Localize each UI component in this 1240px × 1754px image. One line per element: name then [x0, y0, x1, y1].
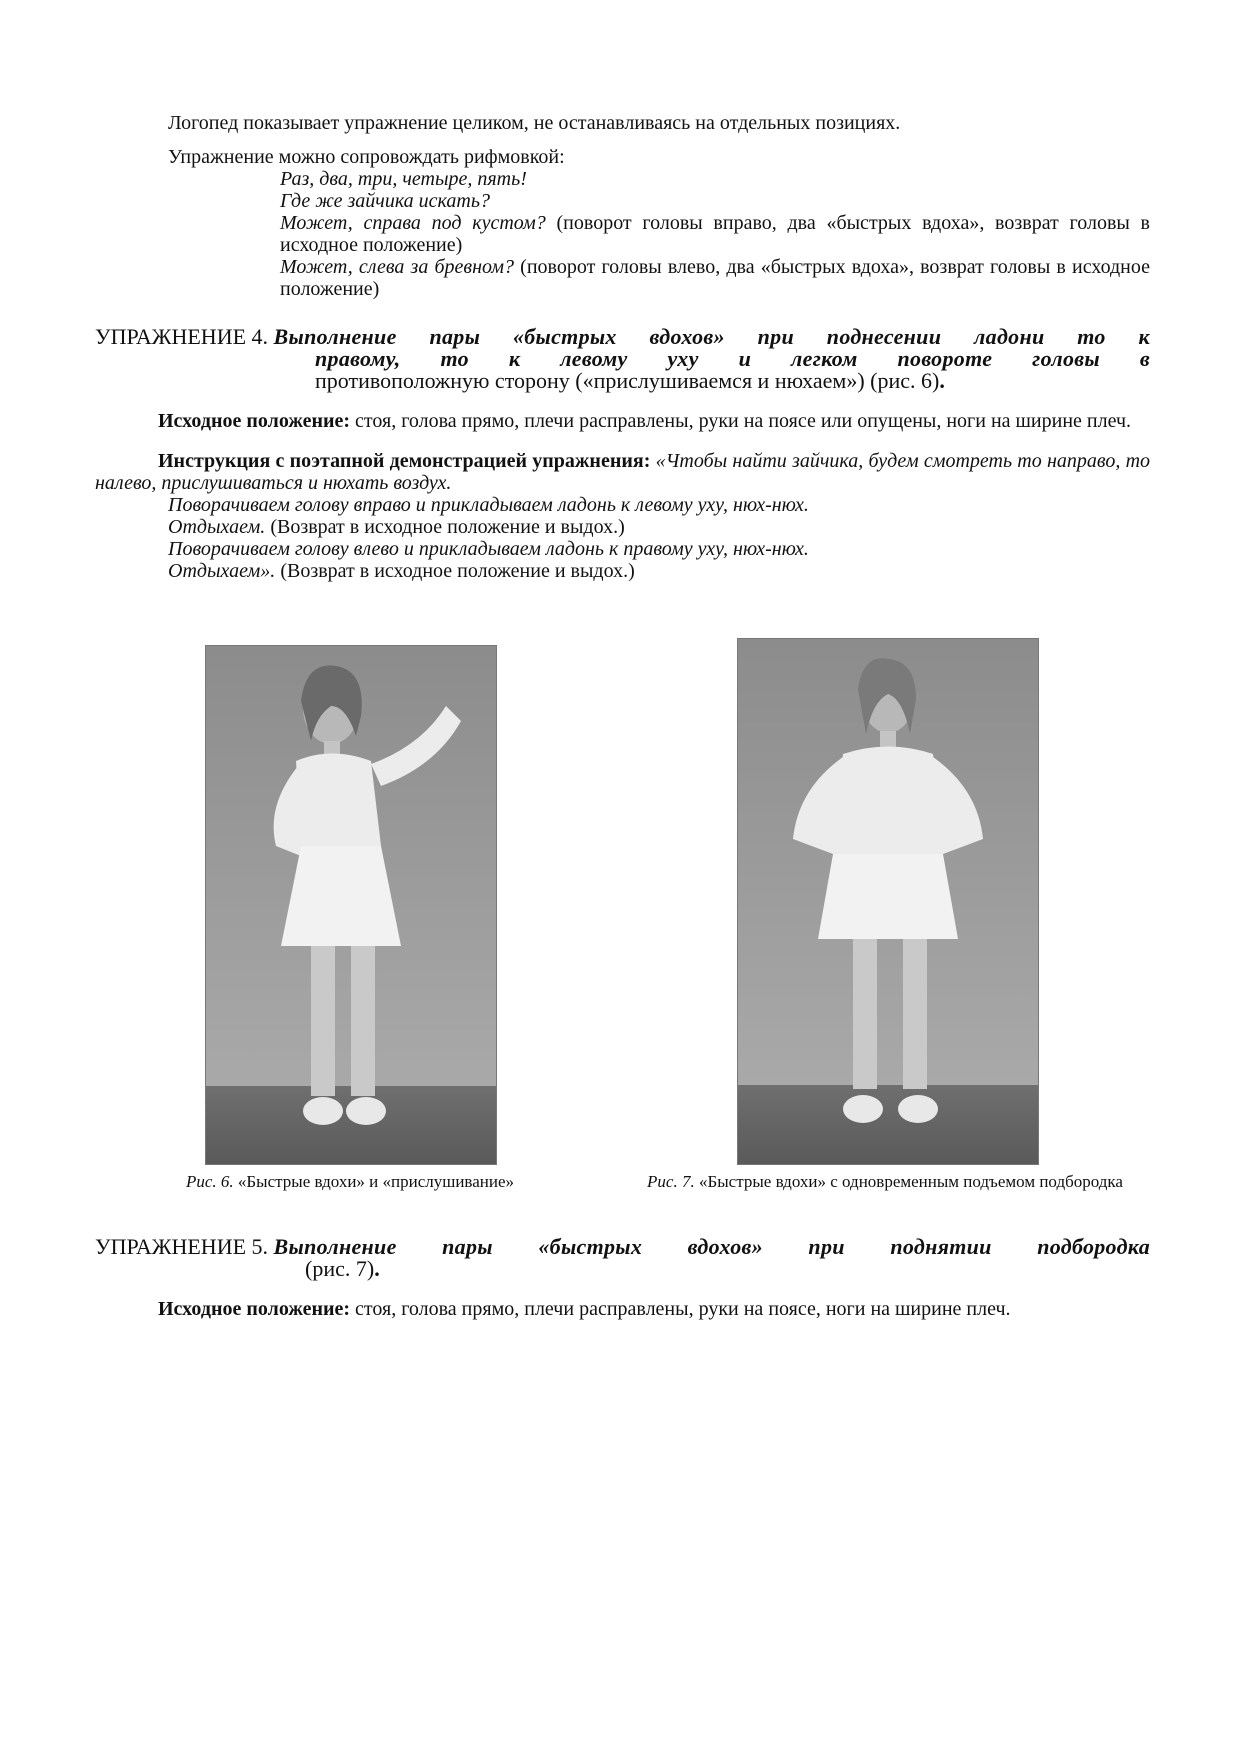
figure-6-text: «Быстрые вдохи» и «прислушивание»	[233, 1172, 515, 1191]
figure-6-girl-illustration	[206, 646, 496, 1164]
figure-7-text: «Быстрые вдохи» с одновременным подъемом подбородка	[694, 1172, 1123, 1191]
verse-line-4-italic: Может, слева за бревном?	[280, 256, 515, 278]
page-content	[95, 112, 1150, 582]
figure-7-girl-illustration	[738, 639, 1038, 1164]
step-4-italic: Отдыхаем».	[168, 560, 276, 582]
verse-line-3-note: (поворот головы вправо, два «быстрых вдоха», возврат головы в исходное положение)	[280, 212, 1151, 256]
exercise-5-section	[95, 1236, 1150, 1320]
verse-line-2: Где же зайчика искать?	[280, 190, 490, 212]
instruction-text: «Чтобы найти зайчика, будем смотреть то направо, то налево, прислушиваться и нюхать воздух.	[95, 450, 1151, 494]
exercise-4-heading	[95, 326, 1150, 392]
step-2-note: (Возврат в исходное положение и выдох.)	[265, 516, 625, 538]
exercise-5-title-line-1: Выполнение пары «быстрых вдохов» при поднятии подбородка	[273, 1234, 1150, 1259]
instruction-step-4	[95, 560, 1150, 582]
exercise-5-label: УПРАЖНЕНИЕ 5.	[95, 1234, 274, 1259]
figure-6-photo	[205, 645, 497, 1165]
exercise-4-title-line-1: Выполнение пары «быстрых вдохов» при поднесении ладони то к	[273, 324, 1150, 349]
exercise-4-start-position	[95, 410, 1150, 432]
exercise-4-title-end: .	[939, 368, 945, 393]
step-4-note: (Возврат в исходное положение и выдох.)	[275, 560, 635, 582]
figure-6-caption	[140, 1172, 560, 1191]
step-2-italic: Отдыхаем.	[168, 516, 266, 538]
instruction-step-3: Поворачиваем голову влево и прикладываем ладонь к правому уху, нюх-нюх.	[168, 538, 809, 560]
exercise-4-instruction	[95, 450, 1150, 494]
ex5-start-position-text: стоя, голова прямо, плечи расправлены, руки на поясе, ноги на ширине плеч.	[350, 1298, 1011, 1320]
instruction-label: Инструкция с поэтапной демонстрацией упражнения:	[158, 450, 651, 472]
figure-7-caption	[640, 1172, 1130, 1191]
start-position-text: стоя, голова прямо, плечи расправлены, руки на поясе или опущены, ноги на ширине плеч.	[350, 410, 1132, 432]
intro-paragraph-2: Упражнение можно сопровождать рифмовкой:	[168, 146, 565, 168]
verse-line-3-italic: Может, справа под кустом?	[280, 212, 546, 234]
exercise-5-figure-ref: (рис. 7)	[305, 1256, 375, 1281]
verse-line-4-note: (поворот головы влево, два «быстрых вдоха», возврат головы в исходное положение)	[280, 256, 1150, 300]
exercise-4-title-line-3: противоположную сторону	[315, 368, 570, 393]
start-position-label: Исходное положение:	[158, 410, 351, 432]
exercise-4-figure-ref: («прислушиваемся и нюхаем») (рис. 6)	[569, 368, 940, 393]
rhyme-verse	[95, 168, 1150, 300]
intro-paragraph-1: Логопед показывает упражнение целиком, не останавливаясь на отдельных позициях.	[168, 112, 901, 134]
figure-7-number: Рис. 7.	[647, 1172, 695, 1191]
exercise-5-title-end: .	[374, 1256, 380, 1281]
figure-6-number: Рис. 6.	[185, 1172, 234, 1191]
exercise-5-start-position	[95, 1298, 1150, 1320]
verse-line-3	[280, 212, 1150, 256]
exercise-4-title-line-2: правому, то к левому уху и легком повороте головы в	[315, 346, 1150, 371]
figure-7-photo	[737, 638, 1039, 1165]
instruction-step-2	[95, 516, 1150, 538]
instruction-step-1: Поворачиваем голову вправо и прикладываем ладонь к левому уху, нюх-нюх.	[168, 494, 809, 516]
ex5-start-position-label: Исходное положение:	[158, 1298, 351, 1320]
exercise-4-label: УПРАЖНЕНИЕ 4.	[95, 324, 274, 349]
verse-line-4	[280, 256, 1150, 300]
verse-line-1: Раз, два, три, четыре, пять!	[280, 168, 527, 190]
